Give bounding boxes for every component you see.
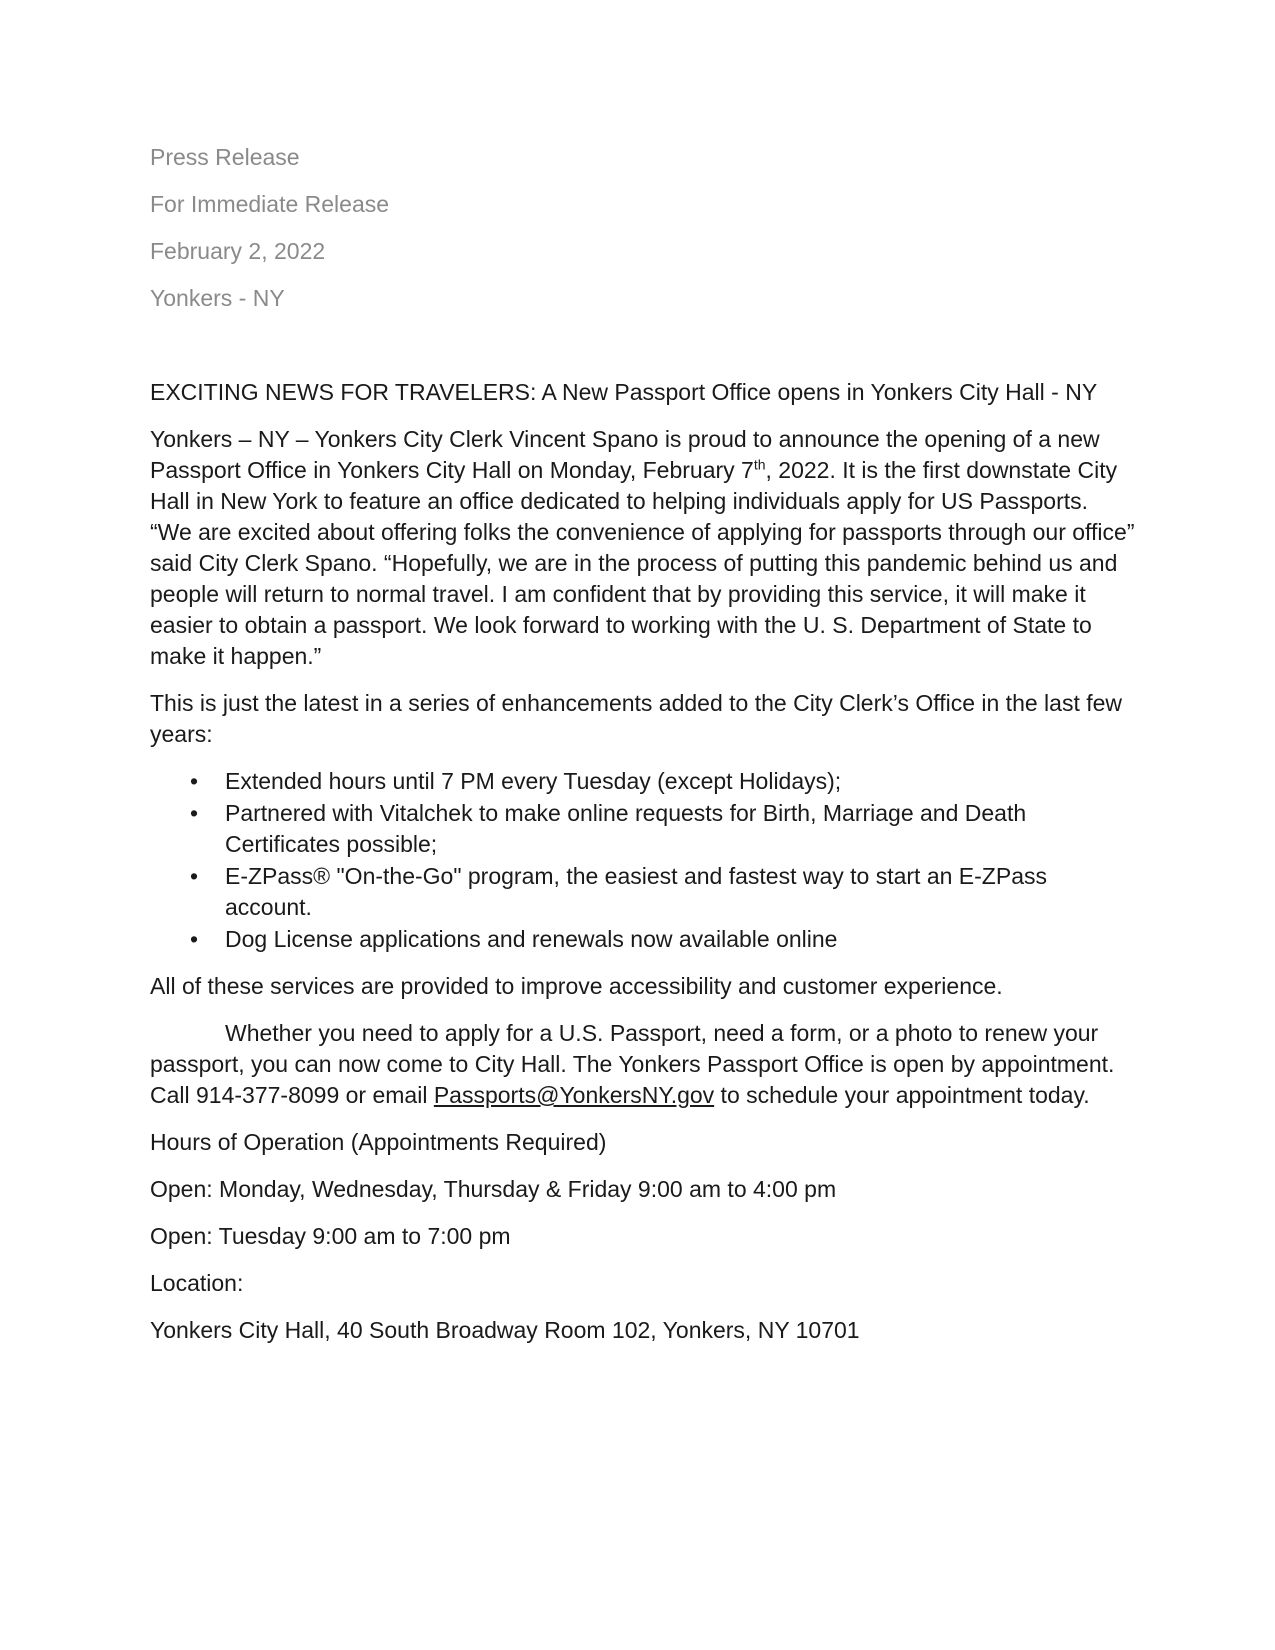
release-location: Yonkers - NY [150,285,285,311]
enhancements-intro: This is just the latest in a series of enhancements added to the City Clerk’s Office in the last few years: [150,690,1123,747]
announcement-text-end: , 2022. It is the first downstate City Hall in New York to feature an office dedicated to helping individuals apply for US Passports. “We are excited about offering folks the convenience of applying for passports through our office” said City Clerk Spano. “Hopefully, we are in the process of putting this pandemic behind us and people will return to normal travel. I am confident that by providing this service, it will make it easier to obtain a passport. We look forward to working with the U. S. Department of State to make it happen.” [150,457,1135,669]
appointment-text-end: to schedule your appointment today. [714,1082,1090,1108]
release-date: February 2, 2022 [150,238,326,264]
release-body [150,377,1135,1346]
passport-email-link[interactable]: Passports@YonkersNY.gov [433,1082,715,1108]
announcement-paragraph [150,424,1135,672]
location-address: Yonkers City Hall, 40 South Broadway Room 102, Yonkers, NY 10701 [150,1317,860,1343]
ordinal-suffix: th [753,456,766,473]
services-summary: All of these services are provided to improve accessibility and customer experience. [150,973,1003,999]
hours-weekdays: Open: Monday, Wednesday, Thursday & Friday 9:00 am to 4:00 pm [150,1176,837,1202]
list-item: • Partnered with Vitalchek to make online requests for Birth, Marriage and Death Certificates possible; [225,798,1135,860]
appointment-paragraph [150,1018,1135,1111]
list-item: • Extended hours until 7 PM every Tuesday (except Holidays); [225,766,1135,797]
release-note: For Immediate Release [150,191,390,217]
list-item: • Dog License applications and renewals now available online [225,924,1135,955]
hours-heading: Hours of Operation (Appointments Required) [150,1129,607,1155]
release-metadata [150,142,1135,313]
list-item: • E-ZPass® "On-the-Go" program, the easiest and fastest way to start an E-ZPass account. [225,861,1135,923]
announcement-text-start: Yonkers – NY – Yonkers City Clerk Vincent Spano is proud to announce the opening of a new Passport Office in Yonkers City Hall on Monday, February 7 [150,426,1100,483]
location-label: Location: [150,1270,244,1296]
hours-tuesday: Open: Tuesday 9:00 am to 7:00 pm [150,1223,511,1249]
appointment-text-start: Whether you need to apply for a U.S. Passport, need a form, or a photo to renew your passport, you can now come to City Hall. The Yonkers Passport Office is open by appointment. Call 914-377-8099 or email [150,1020,1115,1108]
enhancements-list [150,766,1135,955]
doc-type: Press Release [150,144,300,170]
headline: EXCITING NEWS FOR TRAVELERS: A New Passport Office opens in Yonkers City Hall - NY [150,379,1098,405]
press-release-page [150,142,1135,1343]
